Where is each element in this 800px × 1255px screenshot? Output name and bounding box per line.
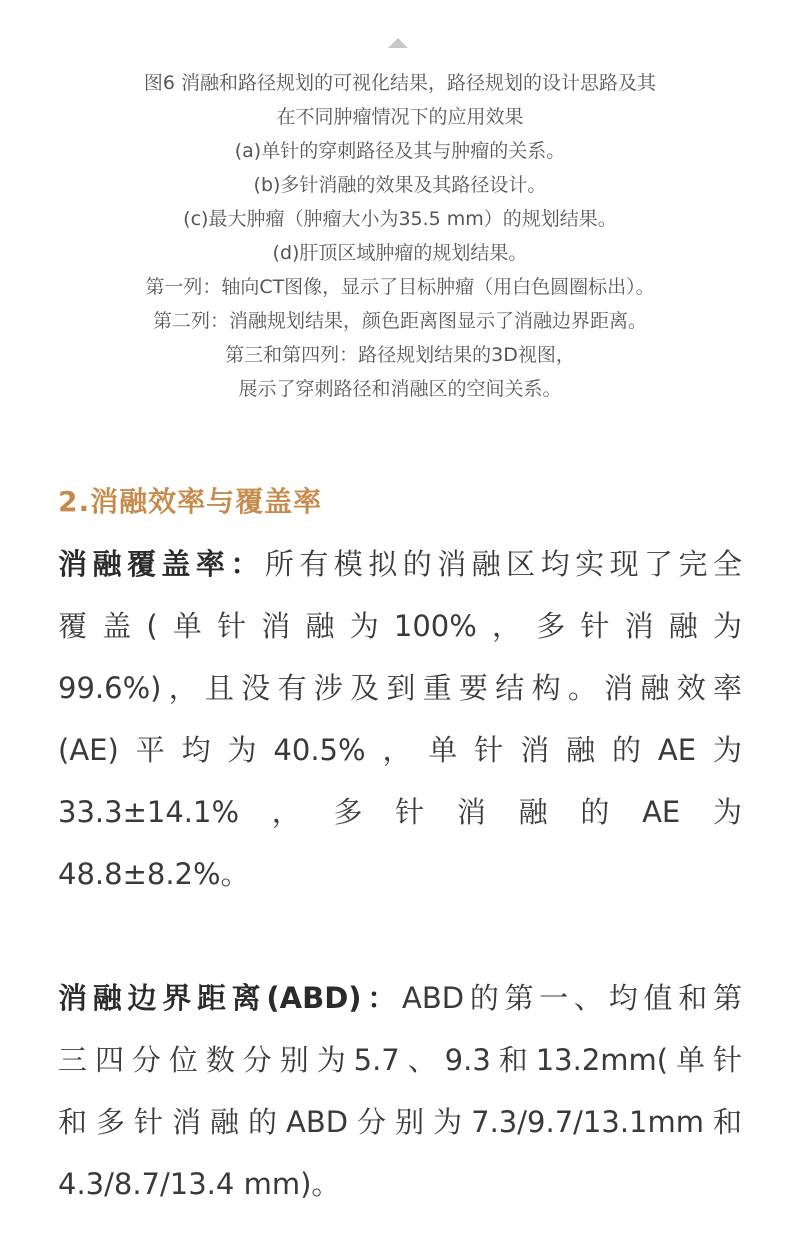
caption-line: 展示了穿刺路径和消融区的空间关系。 bbox=[238, 378, 562, 400]
coverage-paragraph bbox=[58, 533, 742, 905]
caption-line: 在不同肿瘤情况下的应用效果 bbox=[276, 106, 524, 128]
collapse-triangle-icon[interactable] bbox=[388, 38, 408, 48]
abd-paragraph bbox=[58, 967, 742, 1215]
caption-line: (d)肝顶区域肿瘤的规划结果。 bbox=[272, 242, 528, 264]
abd-lead: 消融边界距离(ABD)： bbox=[58, 981, 403, 1015]
caption-line: 图6 消融和路径规划的可视化结果，路径规划的设计思路及其 bbox=[143, 72, 657, 94]
caption-line: (c)最大肿瘤（肿瘤大小为35.5 mm）的规划结果。 bbox=[183, 208, 617, 230]
paragraph-line: (AE)平均为40.5%，单针消融的AE为 bbox=[58, 733, 742, 767]
paragraph-text: 所有模拟的消融区均实现了完全 bbox=[264, 547, 742, 581]
paragraph-line: 4.3/8.7/13.4 mm)。 bbox=[58, 1167, 341, 1201]
paragraph-line: 和多针消融的ABD分别为7.3/9.7/13.1mm和 bbox=[58, 1105, 742, 1139]
caption-line: (b)多针消融的效果及其路径设计。 bbox=[253, 174, 547, 196]
paragraph-line bbox=[58, 533, 742, 595]
paragraph-line: 99.6%)，且没有涉及到重要结构。消融效率 bbox=[58, 671, 742, 705]
caption-line: (a)单针的穿刺路径及其与肿瘤的关系。 bbox=[234, 140, 566, 162]
figure-caption bbox=[40, 66, 760, 406]
paragraph-line: 33.3±14.1%，多针消融的AE为 bbox=[58, 795, 742, 829]
caption-line: 第三和第四列：路径规划结果的3D视图， bbox=[225, 344, 575, 366]
coverage-lead: 消融覆盖率： bbox=[58, 547, 265, 581]
paragraph-line bbox=[58, 967, 742, 1029]
section-heading: 2.消融效率与覆盖率 bbox=[58, 485, 323, 518]
paragraph-line: 三四分位数分别为5.7、9.3和13.2mm(单针 bbox=[58, 1043, 742, 1077]
caption-line: 第一列：轴向CT图像，显示了目标肿瘤（用白色圆圈标出）。 bbox=[145, 276, 655, 298]
caption-line: 第二列：消融规划结果，颜色距离图显示了消融边界距离。 bbox=[152, 310, 647, 332]
paragraph-line: 48.8±8.2%。 bbox=[58, 857, 250, 891]
paragraph-line: 覆盖(单针消融为100%，多针消融为 bbox=[58, 609, 742, 643]
paragraph-text: ABD的第一、均值和第 bbox=[402, 981, 742, 1015]
